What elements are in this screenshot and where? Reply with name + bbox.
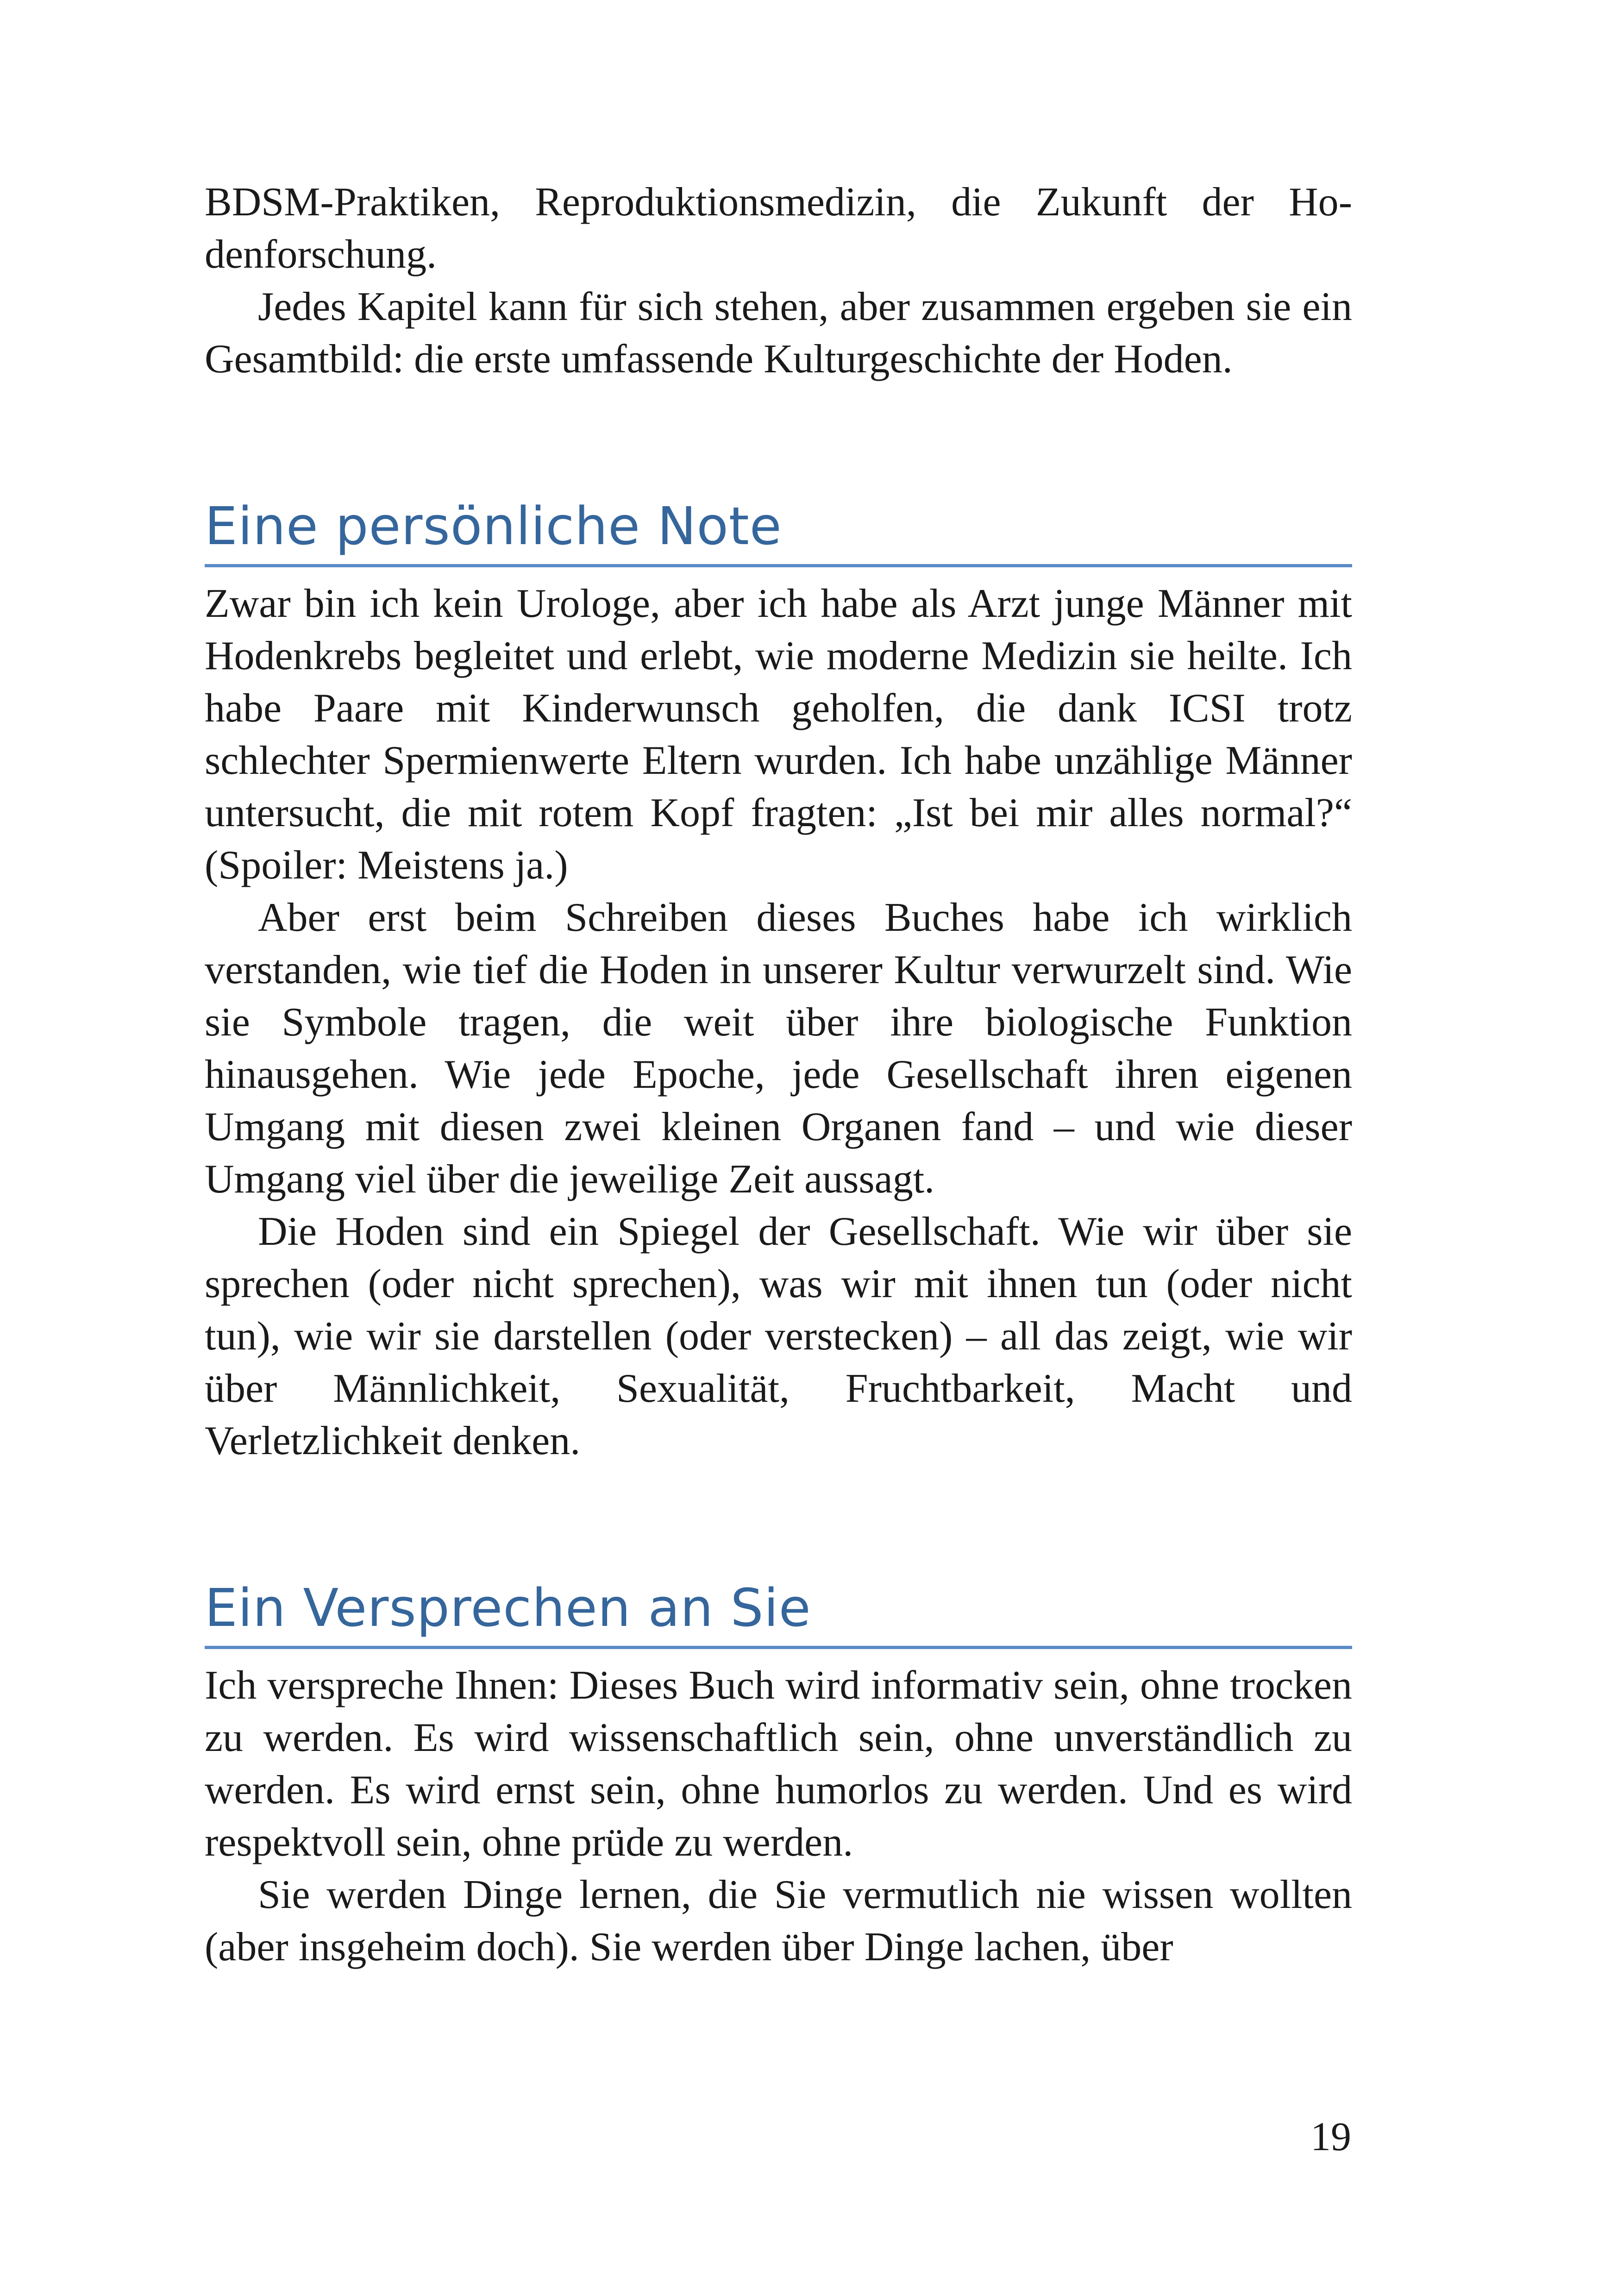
section2-paragraph-2: Sie werden Dinge lernen, die Sie vermutlich nie wissen wollten (aber insgeheim doch). Sie werden über Dinge lachen, über — [205, 1872, 1352, 1970]
section2-paragraph-1: Ich verspreche Ihnen: Dieses Buch wird informativ sein, ohne trocken zu werden. Es wird wissenschaftlich sein, ohne unverständlich zu werden. Es wird ernst sein, ohne humorlos zu werden. Und es wird respektvoll sein, ohne prüde zu werden. — [205, 1663, 1352, 1865]
section-heading-promise: Ein Versprechen an Sie — [205, 1574, 1352, 1649]
section1-paragraph-1: Zwar bin ich kein Urologe, aber ich habe als Arzt junge Männer mit Hodenkrebs begleitet und erlebt, wie moderne Medizin sie heilte. Ich habe Paare mit Kinderwunsch geholfen, die dank ICSI trotz schlechter Spermienwerte Eltern wurden. Ich habe unzählige Männer untersucht, die mit rotem Kopf fragten: „Ist bei mir alles normal?“ (Spoiler: Meistens ja.) — [205, 581, 1352, 888]
intro-paragraph-2: Jedes Kapitel kann für sich stehen, aber zusammen ergeben sie ein Gesamtbild: die erste umfassende Kulturgeschichte der Hoden. — [205, 284, 1352, 382]
section1-paragraph-2: Aber erst beim Schreiben dieses Buches habe ich wirklich verstanden, wie tief die Hoden in unserer Kultur verwurzelt sind. Wie sie Symbole tragen, die weit über ihre biologische Funktion hinausgehen. Wie jede Epoche, jede Gesellschaft ihren eigenen Umgang mit diesen zwei kleinen Organen fand – und wie dieser Umgang viel über die jeweilige Zeit aussagt. — [205, 895, 1352, 1202]
page-number: 19 — [1310, 2114, 1351, 2159]
page-body — [205, 176, 1352, 1973]
section1-paragraph-3: Die Hoden sind ein Spiegel der Gesellschaft. Wie wir über sie sprechen (oder nicht sprechen), was wir mit ihnen tun (oder nicht tun), wie wir sie darstellen (oder verstecken) – all das zeigt, wie wir über Männlichkeit, Sexualität, Fruchtbarkeit, Macht und Verletzlichkeit denken. — [205, 1209, 1352, 1463]
section-heading-personal-note: Eine persönliche Note — [205, 492, 1352, 567]
intro-paragraph-1: BDSM-Praktiken, Reproduktionsmedizin, die Zukunft der Hodenforschung. — [205, 180, 1352, 277]
